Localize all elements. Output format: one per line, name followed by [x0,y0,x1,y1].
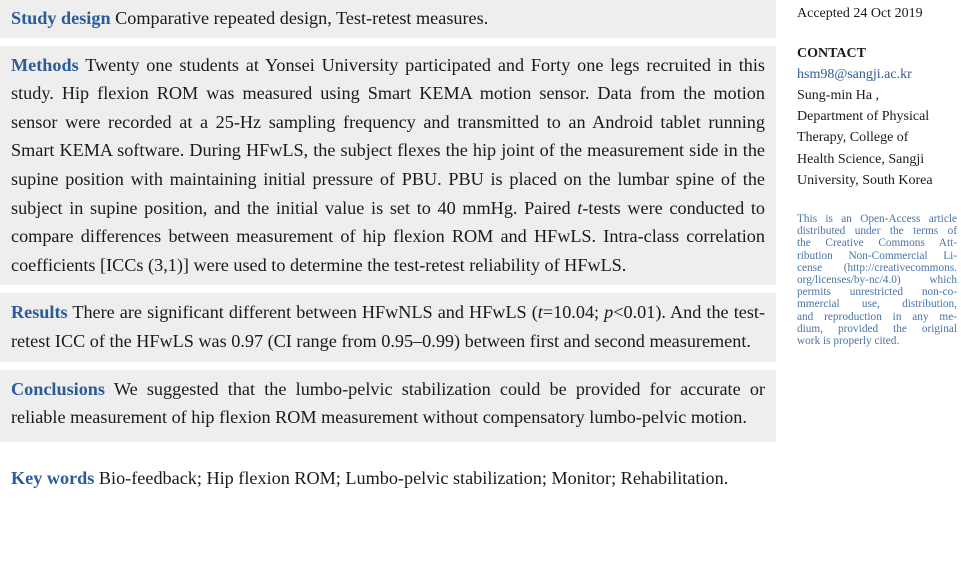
contact-email-link[interactable]: hsm98@sangji.ac.kr [797,67,912,82]
sidebar [797,0,957,347]
license-line: the Creative Commons Att- [797,237,957,250]
license-line: ribution Non-Commercial Li- [797,249,957,262]
license-line: permits unrestricted non-co- [797,286,957,299]
affiliation-line: Sung-min Ha , [797,88,880,103]
results-italic-t: t [537,302,543,323]
license-line: work is properly cited. [797,335,900,348]
license-line: org/licenses/by-nc/4.0) which [797,274,957,287]
affiliation-line: Department of Physical [797,109,930,125]
conclusions-heading: Conclusions [11,378,106,399]
results-text-a: There are significant different between HFwNLS and HFwLS ( [67,302,538,323]
methods-section [0,46,776,286]
study-design-text: Comparative repeated design, Test-retest measures. [110,8,489,28]
affiliation-line: Health Science, Sangji [797,151,925,167]
license-line: dium, provided the original [797,322,957,335]
results-text-b: =10.04; [542,302,605,323]
results-text-c: <0.01). And the test-retest ICC of the HFwLS was 0.97 (CI range from 0.95–0.99) between first and second measurement. [11,302,766,351]
methods-paragraph [11,51,765,280]
study-design-heading: Study design [11,8,111,28]
results-section [0,293,776,361]
conclusions-section [0,370,776,442]
methods-heading: Methods [11,54,79,75]
study-design-section [0,0,776,38]
contact-heading: CONTACT [797,46,866,61]
conclusions-paragraph [11,375,765,432]
accepted-date: Accepted 24 Oct 2019 [797,6,923,21]
open-access-license-notice [797,213,957,347]
keywords-section [0,464,776,492]
results-italic-p: p [604,302,614,323]
methods-text-b: -tests were conducted to compare differences between measurement of hip flexion ROM and HFwLS. Intra-class correlation coefficients [ICCs (3,1)] were used to determine the test-retest reliability of HFwLS. [11,197,765,275]
conclusions-text: We suggested that the lumbo-pelvic stabilization could be provided for accurate or reliable measurement of hip flexion ROM measurement without compensatory lumbo-pelvic motion. [11,378,765,428]
license-line: distributed under the terms of [797,225,957,238]
keywords-text: Bio-feedback; Hip flexion ROM; Lumbo-pelvic stabilization; Monitor; Rehabilitation. [94,467,729,488]
license-line: and reproduction in any me- [797,310,957,323]
methods-text-a: Twenty one students at Yonsei University participated and Forty one legs recruited in this study. Hip flexion ROM was measured using Smart KEMA motion sensor. Data from the motion sensor were recorded at a 25-Hz sampling frequency and transmitted to an Android tablet running Smart KEMA software. During HFwLS, the subject flexes the hip joint of the measurement side in the supine position with maintaining initial pressure of PBU. PBU is placed on the lumbar spine of the subject in supine position, and the initial value is set to 40 mmHg. Paired [11,54,765,218]
license-line: This is an Open-Access article [797,213,957,226]
study-design-paragraph [11,4,765,33]
keywords-heading: Key words [11,467,95,488]
affiliation-line: University, South Korea [797,172,933,188]
affiliation-line: Therapy, College of [797,130,909,146]
results-paragraph [11,298,765,355]
license-line: cense (http://creativecommons. [797,261,957,274]
license-line: mmercial use, distribution, [797,298,957,311]
methods-italic-t: t [577,197,583,218]
contact-affiliation [797,85,957,191]
results-heading: Results [11,302,68,323]
